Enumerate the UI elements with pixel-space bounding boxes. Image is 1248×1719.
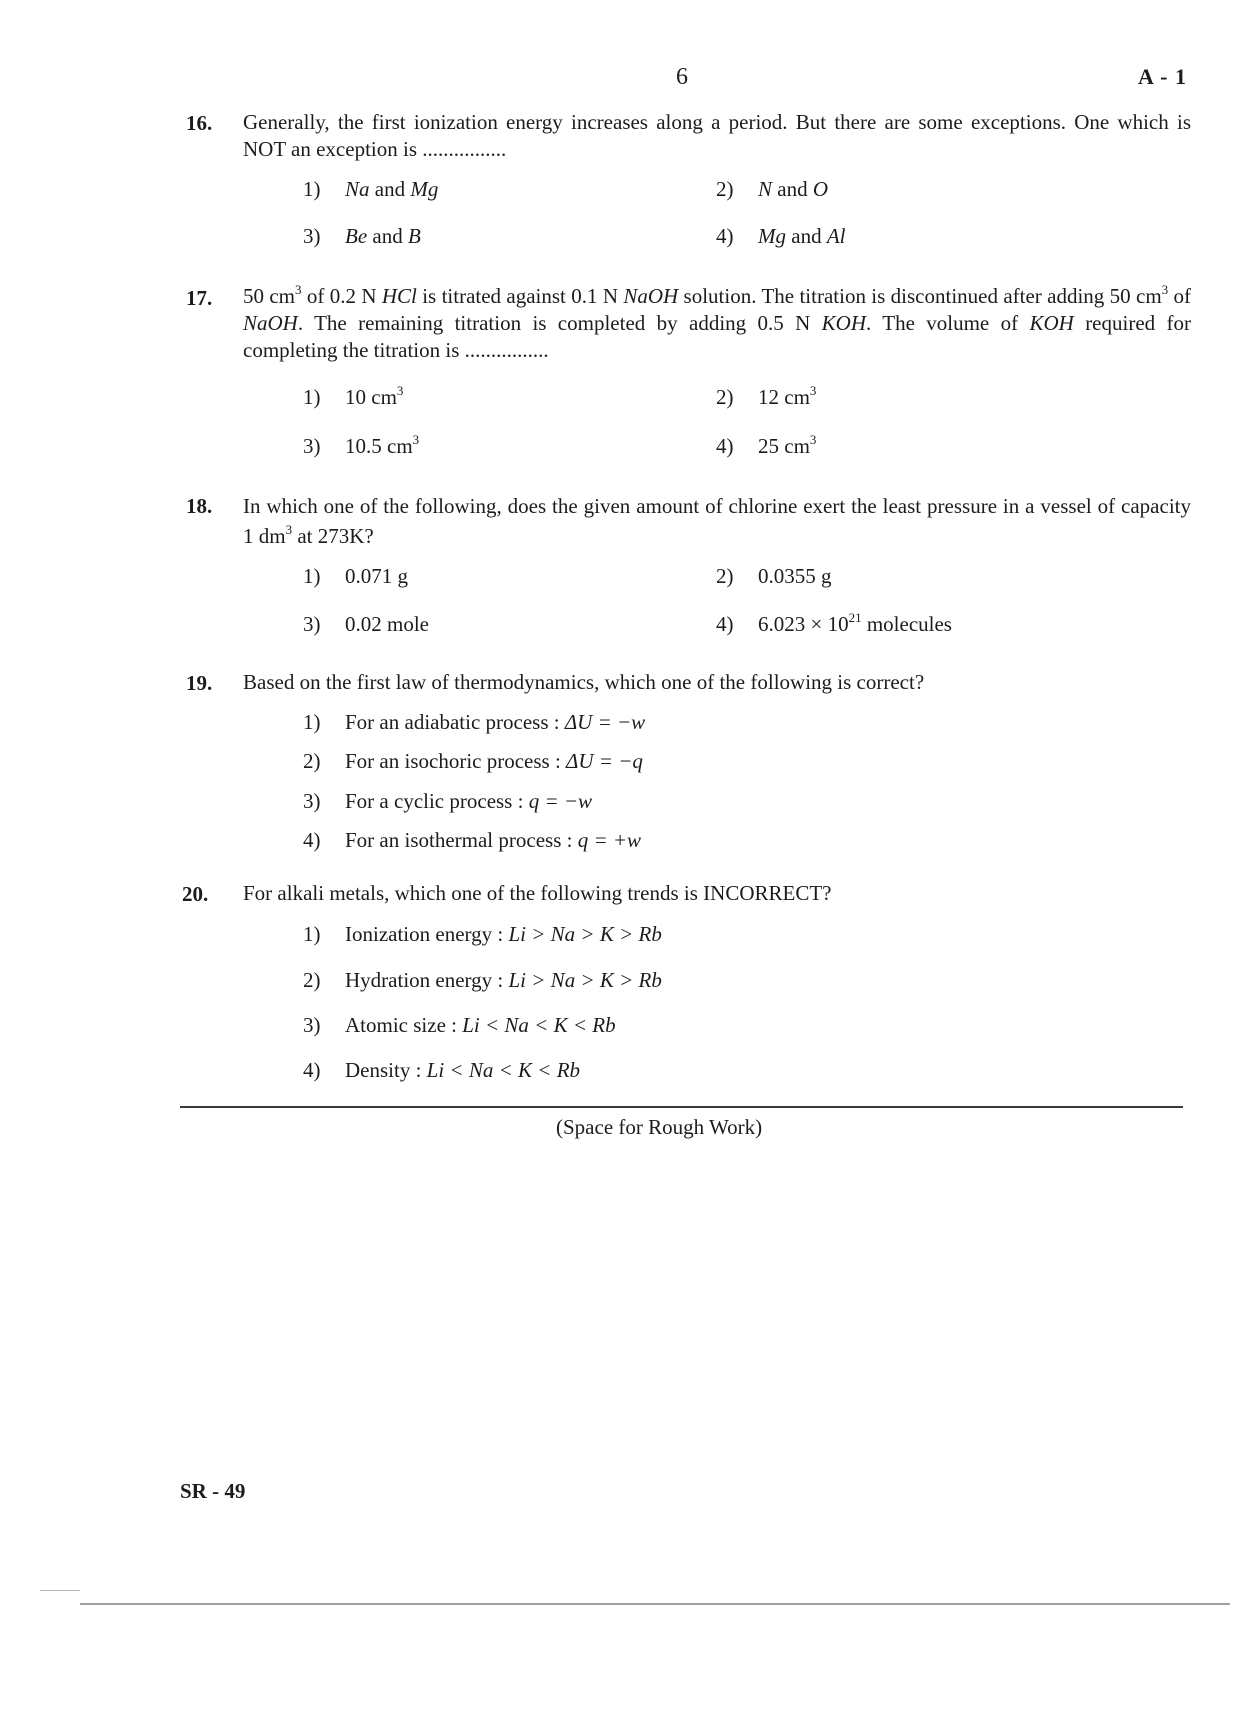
option-number: 1) [303,385,321,409]
option-equation: Li < Na < K < Rb [426,1058,581,1082]
option-equation: Li > Na > K > Rb [508,968,662,992]
text-part: . The remaining titration is completed by adding 0.5 N [297,311,822,335]
option-label: For an isothermal process : [345,828,578,852]
option-4[interactable] [303,1058,580,1083]
option-label: For a cyclic process : [345,789,529,813]
formula: KOH [821,311,867,335]
text-part: required for completing the titration is ................ [243,311,1197,362]
option-3[interactable] [303,789,592,814]
question-number: 20. [182,882,209,906]
text-part: is titrated against 0.1 N [416,284,624,308]
option-label: Hydration energy : [345,968,509,992]
superscript: 3 [285,522,293,537]
option-4[interactable] [716,434,816,459]
option-value: 10 cm [345,385,397,409]
option-part: Al [826,224,846,248]
question-text [243,282,1197,364]
option-2[interactable] [716,177,828,202]
option-part: Na [345,177,370,201]
option-equation: ΔU = −q [566,749,643,773]
option-number: 3) [303,612,321,636]
scan-bottom-line [80,1603,1230,1605]
question-text: For alkali metals, which one of the following trends is INCORRECT? [243,881,832,905]
option-equation: Li < Na < K < Rb [462,1013,616,1037]
option-number: 4) [716,224,734,248]
option-number: 2) [303,749,321,773]
option-2[interactable] [716,385,816,410]
option-1[interactable] [303,564,408,589]
footer-code: SR - 49 [180,1479,246,1503]
option-value: 25 cm [758,434,810,458]
option-number: 2) [303,968,321,992]
option-number: 2) [716,177,734,201]
superscript: 3 [396,383,404,398]
text-part: of 0.2 N [301,284,382,308]
paper-code: A - 1 [1138,64,1187,89]
option-part: O [812,177,829,201]
option-equation: q = +w [577,828,642,852]
option-part: N [758,177,773,201]
option-number: 3) [303,1013,321,1037]
text-part: solution. The titration is discontinued after adding 50 cm [678,284,1162,308]
option-value: 6.023 × 10 [758,612,849,636]
option-part: and [772,177,813,201]
option-equation: ΔU = −w [564,710,646,734]
superscript: 3 [809,383,817,398]
option-label: For an isochoric process : [345,749,567,773]
option-3[interactable] [303,612,429,637]
option-label: Density : [345,1058,427,1082]
option-value: 0.071 g [345,564,408,588]
option-part: and [786,224,827,248]
option-number: 1) [303,922,321,946]
option-4[interactable] [716,224,846,249]
question-text [243,491,1191,551]
text-part: of [1168,284,1197,308]
option-label: Ionization energy : [345,922,509,946]
question-number: 19. [186,671,213,695]
text-part: 50 cm [243,284,296,308]
formula: NaOH [623,284,679,308]
option-part: Be [345,224,368,248]
option-number: 4) [716,434,734,458]
text-part: In which one of the following, does the given amount of chlorine exert the least pressure in a vessel of capacity 1 dm [243,494,1191,548]
option-3[interactable] [303,434,419,459]
superscript: 3 [295,282,302,297]
option-suffix: molecules [861,612,952,636]
option-number: 4) [303,1058,321,1082]
page-number: 6 [676,64,688,90]
option-part: Mg [758,224,786,248]
rough-work-label: (Space for Rough Work) [556,1115,763,1139]
option-number: 1) [303,710,321,734]
option-2[interactable] [303,749,643,774]
option-part: Mg [410,177,439,201]
superscript: 21 [848,610,862,625]
scan-edge-mark [40,1590,80,1591]
option-value: 10.5 cm [345,434,413,458]
option-number: 1) [303,564,321,588]
formula: KOH [1029,311,1074,335]
text-part: . The volume of [866,311,1030,335]
superscript: 3 [1161,282,1169,297]
superscript: 3 [412,432,420,447]
option-number: 2) [716,385,734,409]
rough-work-divider [180,1106,1183,1108]
option-1[interactable] [303,710,645,735]
option-number: 3) [303,789,321,813]
question-number: 17. [186,286,213,310]
option-4[interactable] [716,612,952,637]
option-number: 3) [303,224,321,248]
option-1[interactable] [303,177,438,202]
option-4[interactable] [303,828,641,853]
question-number: 18. [186,494,213,518]
option-3[interactable] [303,224,421,249]
option-1[interactable] [303,922,662,947]
option-number: 1) [303,177,321,201]
superscript: 3 [809,432,817,447]
option-1[interactable] [303,385,403,410]
option-label: Atomic size : [345,1013,463,1037]
option-equation: Li > Na > K > Rb [508,922,662,946]
option-2[interactable] [716,564,832,589]
option-number: 3) [303,434,321,458]
option-part: and [367,224,408,248]
option-number: 4) [303,828,321,852]
question-text: Generally, the first ionization energy increases along a period. But there are some exceptions. One which is NOT an exception is ................ [243,110,1191,161]
option-value: 12 cm [758,385,810,409]
question-number: 16. [186,111,213,135]
text-part: at 273K? [292,524,374,548]
option-part: B [407,224,421,248]
option-2[interactable] [303,968,662,993]
question-text: Based on the first law of thermodynamics, which one of the following is correct? [243,670,925,694]
option-value: 0.0355 g [758,564,832,588]
option-number: 4) [716,612,734,636]
option-part: and [369,177,411,201]
option-label: For an adiabatic process : [345,710,565,734]
option-number: 2) [716,564,734,588]
formula: NaOH [243,311,298,335]
formula: HCl [381,284,417,308]
option-3[interactable] [303,1013,616,1038]
option-equation: q = −w [528,789,593,813]
option-value: 0.02 mole [345,612,429,636]
